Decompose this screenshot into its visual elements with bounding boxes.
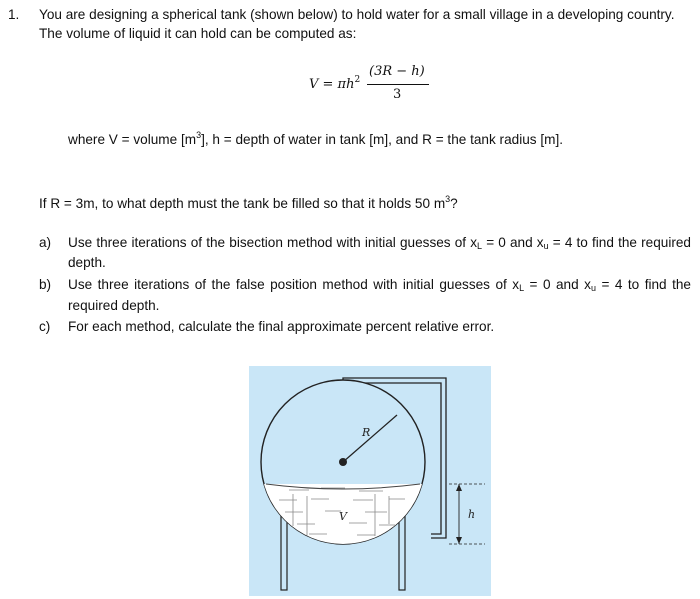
task-a-label: a) — [39, 235, 52, 250]
intro-line-1: You are designing a spherical tank (shown below) to hold water for a small village in a developing country. — [39, 7, 675, 22]
task-b-label: b) — [39, 277, 52, 292]
volume-formula — [309, 60, 449, 110]
task-a-text-1: Use three iterations of the bisection method with initial guesses of x — [68, 235, 478, 250]
where-sup: 3 — [196, 130, 202, 140]
task-a-line-1 — [68, 234, 691, 255]
task-b-line-2: required depth. — [68, 298, 160, 313]
task-b-sub-u: u — [590, 283, 596, 293]
depth-label: h — [468, 508, 476, 521]
intro-line-2: The volume of liquid it can hold can be computed as: — [39, 26, 357, 41]
problem-number: 1. — [8, 7, 20, 22]
task-a-line-2: depth. — [68, 255, 106, 270]
task-a-sub-l: L — [477, 241, 483, 251]
task-a-sub-u: u — [543, 241, 549, 251]
left-leg — [281, 516, 287, 590]
where-line — [68, 126, 563, 149]
task-b-sub-l: L — [519, 283, 525, 293]
formula-denominator: 3 — [393, 87, 402, 102]
task-b-line-1 — [68, 276, 691, 297]
where-part-b: ], h = depth of water in tank [m], and R = the tank radius [m]. — [201, 132, 564, 147]
formula-numerator: (3R − h) — [369, 64, 425, 79]
formula-lhs: V = πh — [309, 77, 355, 92]
question-part-b: ? — [450, 196, 458, 211]
formula-exponent: 2 — [354, 75, 361, 85]
fraction-bar — [367, 84, 429, 85]
task-a-text-3: = 4 to find the required — [548, 235, 691, 250]
spherical-tank-figure — [249, 366, 491, 596]
task-b-text-3: = 4 to find the — [595, 277, 691, 292]
volume-label: V — [339, 510, 347, 523]
question-part-a: If R = 3m, to what depth must the tank be filled so that it holds 50 m — [39, 196, 446, 211]
task-c-label: c) — [39, 319, 51, 334]
task-a-text-2: = 0 and x — [482, 235, 544, 250]
task-b-text-1: Use three iterations of the false position method with initial guesses of x — [68, 277, 520, 292]
question-sup: 3 — [445, 194, 451, 204]
task-b-text-2: = 0 and x — [524, 277, 591, 292]
radius-label: R — [362, 426, 371, 439]
task-c-text-1: For each method, calculate the final approximate percent relative error. — [68, 319, 495, 334]
right-leg — [399, 516, 405, 590]
where-part-a: where V = volume [m — [68, 132, 197, 147]
task-c-line-1 — [68, 318, 494, 336]
center-point — [339, 458, 347, 466]
question-line — [39, 190, 458, 213]
